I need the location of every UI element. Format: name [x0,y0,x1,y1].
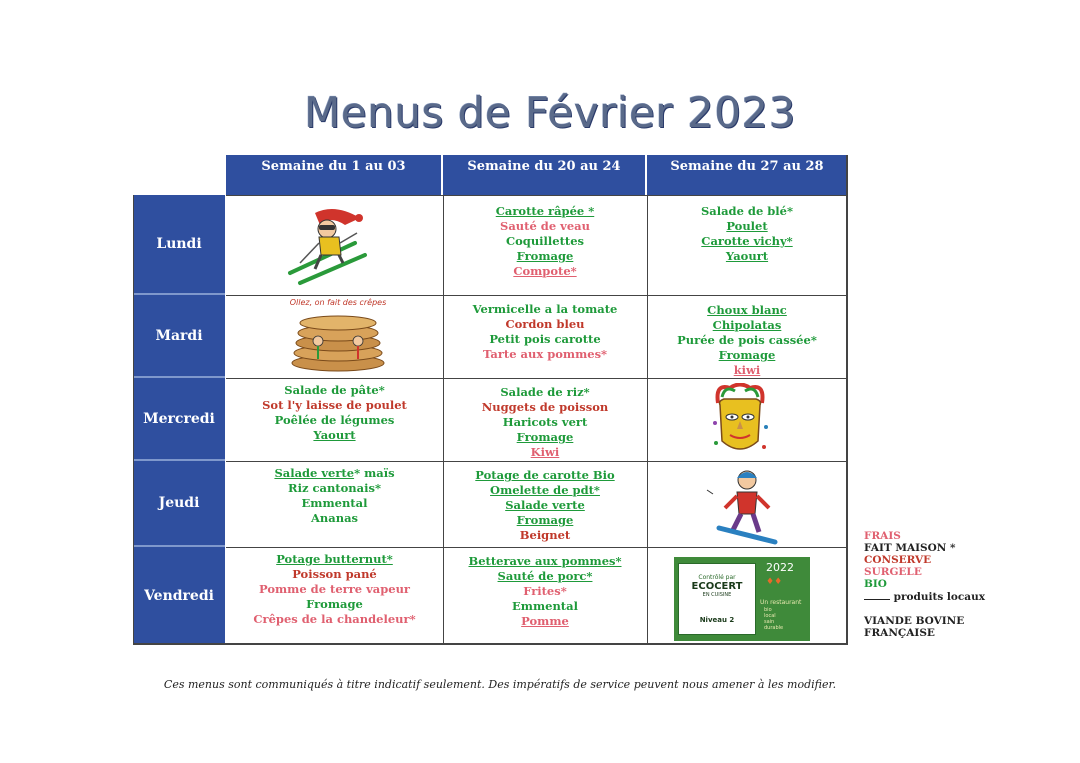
legend-bio: BIO [864,578,887,590]
ecocert-level: Niveau 2 [699,616,735,624]
week-header-3: Semaine du 27 au 28 [647,155,847,195]
underline-swatch [864,599,890,600]
menu-mercredi-w2: Salade de riz* Nuggets de poisson Haricots vert Fromage Kiwi [481,385,609,459]
week-header-2: Semaine du 20 au 24 [443,155,647,195]
menu-mardi-w2: Vermicelle a la tomate Cordon bleu Petit pois carotte Tarte aux pommes* [472,302,618,361]
menu-lundi-w3: Salade de blé* Poulet Carotte vichy* Yaourt [700,204,794,263]
day-label-mercredi: Mercredi [133,378,225,461]
legend-surgele: SURGELE [864,566,922,578]
legend-fait-maison: FAIT MAISON * [864,542,956,554]
grid-bottom [133,643,848,645]
ecocert-badge: Contrôlé par ECOCERT EN CUISINE Niveau 2 2022 ♦♦ Un restaurant bio local sain durable [674,557,810,641]
legend-frais: FRAIS [864,530,901,542]
day-label-mardi: Mardi [133,295,225,378]
salade-verte-mais-rest: * maïs [354,466,395,480]
legend [864,530,985,639]
menu-lundi-w2: Carotte râpée * Sauté de veau Coquillettes Fromage Compote* [495,204,595,278]
ecocert-brand: ECOCERT [691,581,743,592]
day-label-jeudi: Jeudi [133,461,225,547]
ecocert-inner: Contrôlé par ECOCERT EN CUISINE Niveau 2 [678,563,756,635]
legend-conserve: CONSERVE [864,554,932,566]
skier-gnome-illustration [285,203,375,288]
snowboarder-illustration [705,466,785,546]
menu-jeudi-w1: Salade verte* maïs Riz cantonais* Emmental Ananas [274,466,395,525]
day-label-lundi: Lundi [133,195,225,295]
crepes-caption: Ollez, on fait des crêpes [289,298,387,307]
legend-viande-2: FRANÇAISE [864,627,935,639]
legend-produits-locaux: produits locaux [864,591,985,603]
page-title: Menus de Février 2023 [304,88,796,137]
carnival-mask-illustration [710,383,770,459]
menu-mardi-w3: Choux blanc Chipolatas Purée de pois cassée* Fromage kiwi [677,303,817,377]
legend-viande-1: VIANDE BOVINE [864,615,965,627]
menu-mercredi-w1: Salade de pâte* Sot l'y laisse de poulet Poêlée de légumes Yaourt [262,383,407,442]
menu-vendredi-w2: Betterave aux pommes* Sauté de porc* Frites* Emmental Pomme [468,554,622,628]
ecocert-leaf-icon: ♦♦ [766,577,783,587]
grid-left [133,195,134,644]
ecocert-year: 2022 [766,561,794,574]
menu-jeudi-w2: Potage de carotte Bio Omelette de pdt* Salade verte Fromage Beignet [475,468,615,542]
menu-vendredi-w1: Potage butternut* Poisson pané Pomme de terre vapeur Fromage Crêpes de la chandeleur* [253,552,416,626]
salade-verte-word: Salade verte [274,466,355,480]
crepes-illustration [288,298,388,376]
footer-note: Ces menus sont communiqués à titre indicatif seulement. Des impératifs de service peuvent nous amener à les modifier. [163,678,837,691]
week-header-1: Semaine du 1 au 03 [226,155,443,195]
day-label-vendredi: Vendredi [133,547,225,644]
